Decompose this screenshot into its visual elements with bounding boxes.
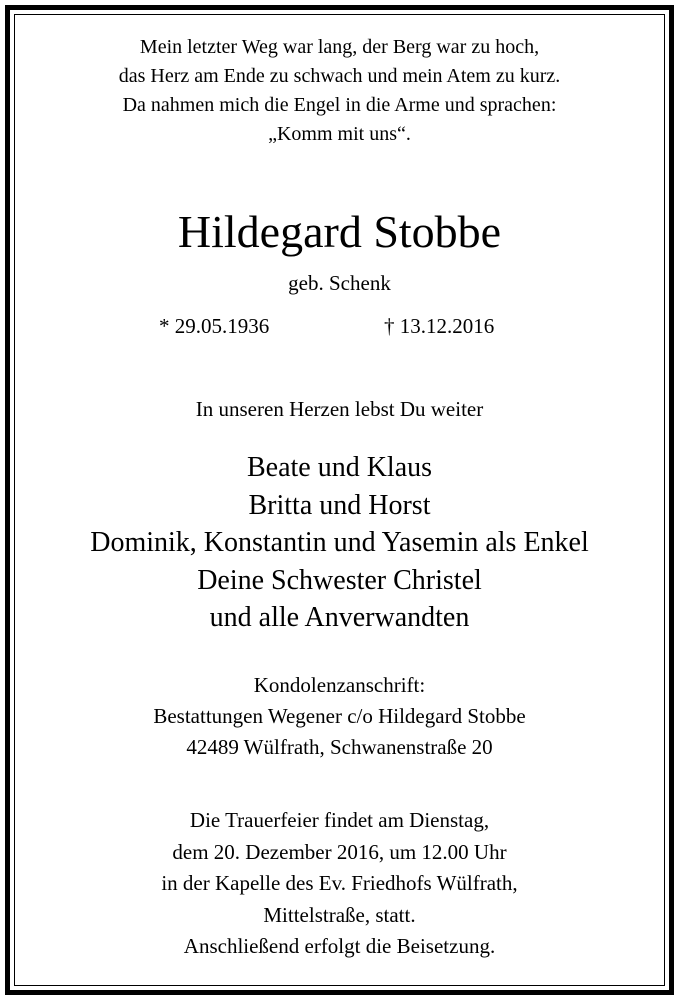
- funeral-info: [20, 805, 659, 963]
- mourner-line: Deine Schwester Christel: [197, 564, 482, 596]
- birth-date: * 29.05.1936: [159, 314, 270, 338]
- condolence-address: [20, 670, 659, 763]
- funeral-line: Die Trauerfeier findet am Dienstag,: [189, 808, 490, 832]
- funeral-line: in der Kapelle des Ev. Friedhofs Wülfrath,: [161, 871, 518, 895]
- mourner-line: Britta und Horst: [248, 489, 431, 521]
- poem-line: „Komm mit uns“.: [268, 123, 411, 145]
- condolence-heading: Kondolenzanschrift:: [253, 673, 426, 697]
- condolence-line: 42489 Wülfrath, Schwanenstraße 20: [186, 735, 493, 759]
- death-date: † 13.12.2016: [384, 314, 495, 338]
- funeral-line: dem 20. Dezember 2016, um 12.00 Uhr: [172, 839, 507, 864]
- funeral-line: Anschließend erfolgt die Beisetzung.: [183, 934, 496, 958]
- poem-line: Da nahmen mich die Engel in die Arme und sprachen:: [122, 94, 557, 116]
- poem: [20, 33, 659, 149]
- mourner-line: Beate und Klaus: [246, 452, 433, 483]
- mourners-list: [20, 449, 659, 637]
- funeral-line: Mittelstraße, statt.: [263, 902, 416, 927]
- maiden-name: geb. Schenk: [288, 271, 391, 295]
- motto: In unseren Herzen lebst Du weiter: [195, 397, 484, 421]
- condolence-line: Bestattungen Wegener c/o Hildegard Stobbe: [153, 704, 526, 728]
- mourner-line: und alle Anverwandten: [209, 602, 470, 633]
- poem-line: Mein letzter Weg war lang, der Berg war zu hoch,: [139, 36, 540, 58]
- mourner-line: Dominik, Konstantin und Yasemin als Enkel: [90, 527, 589, 558]
- deceased-name: Hildegard Stobbe: [177, 206, 502, 257]
- poem-line: das Herz am Ende zu schwach und mein Atem zu kurz.: [118, 65, 561, 87]
